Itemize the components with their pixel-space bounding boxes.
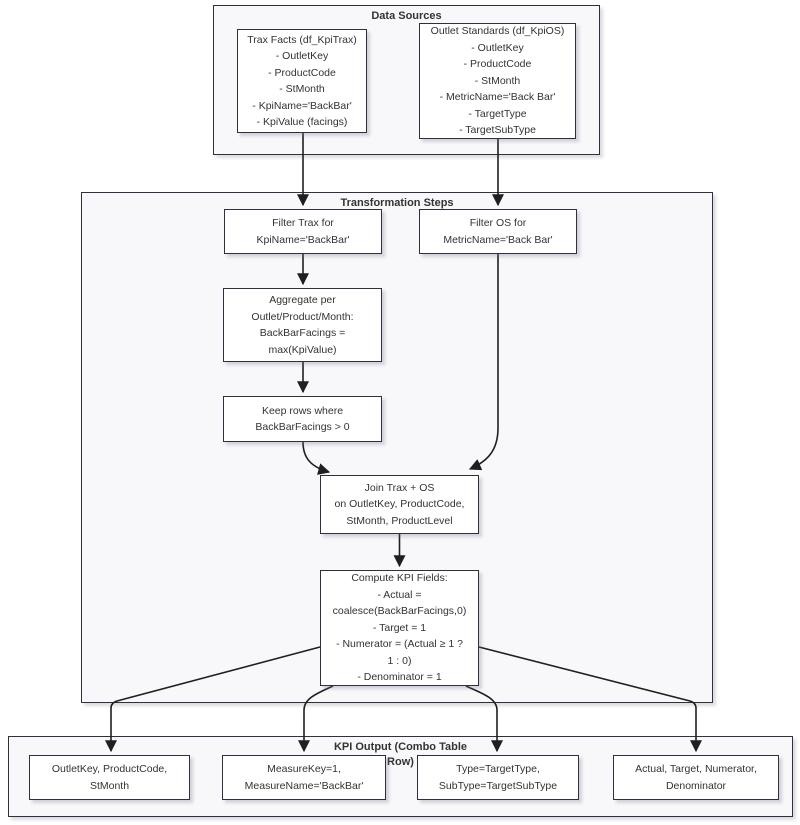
node-output-type: Type=TargetType, SubType=TargetSubType: [417, 755, 579, 800]
node-output-values: Actual, Target, Numerator, Denominator: [613, 755, 779, 800]
node-join: Join Trax + OS on OutletKey, ProductCode, StMonth, ProductLevel: [320, 475, 479, 534]
node-aggregate: Aggregate per Outlet/Product/Month: BackBarFacings = max(KpiValue): [223, 288, 382, 362]
node-compute-kpi: Compute KPI Fields: - Actual = coalesce(BackBarFacings,0) - Target = 1 - Numerator = (Actual ≥ 1 ? 1 : 0) - Denominator = 1: [320, 570, 479, 686]
node-trax-facts: Trax Facts (df_KpiTrax) - OutletKey - ProductCode - StMonth - KpiName='BackBar' - KpiValue (facings): [237, 29, 367, 133]
container-kpi-output-title: KPI Output (Combo Table Row): [333, 741, 467, 768]
node-outlet-standards: Outlet Standards (df_KpiOS) - OutletKey - ProductCode - StMonth - MetricName='Back Bar' - TargetType - TargetSubType: [419, 23, 576, 139]
node-keep-rows: Keep rows where BackBarFacings > 0: [223, 396, 382, 442]
node-filter-trax: Filter Trax for KpiName='BackBar': [224, 209, 382, 254]
node-output-measure: MeasureKey=1, MeasureName='BackBar': [222, 755, 386, 800]
node-output-keys: OutletKey, ProductCode, StMonth: [29, 755, 190, 800]
container-data-sources-title: Data Sources: [371, 10, 442, 22]
container-transformation-steps-title: Transformation Steps: [340, 197, 454, 209]
node-filter-os: Filter OS for MetricName='Back Bar': [419, 209, 577, 254]
